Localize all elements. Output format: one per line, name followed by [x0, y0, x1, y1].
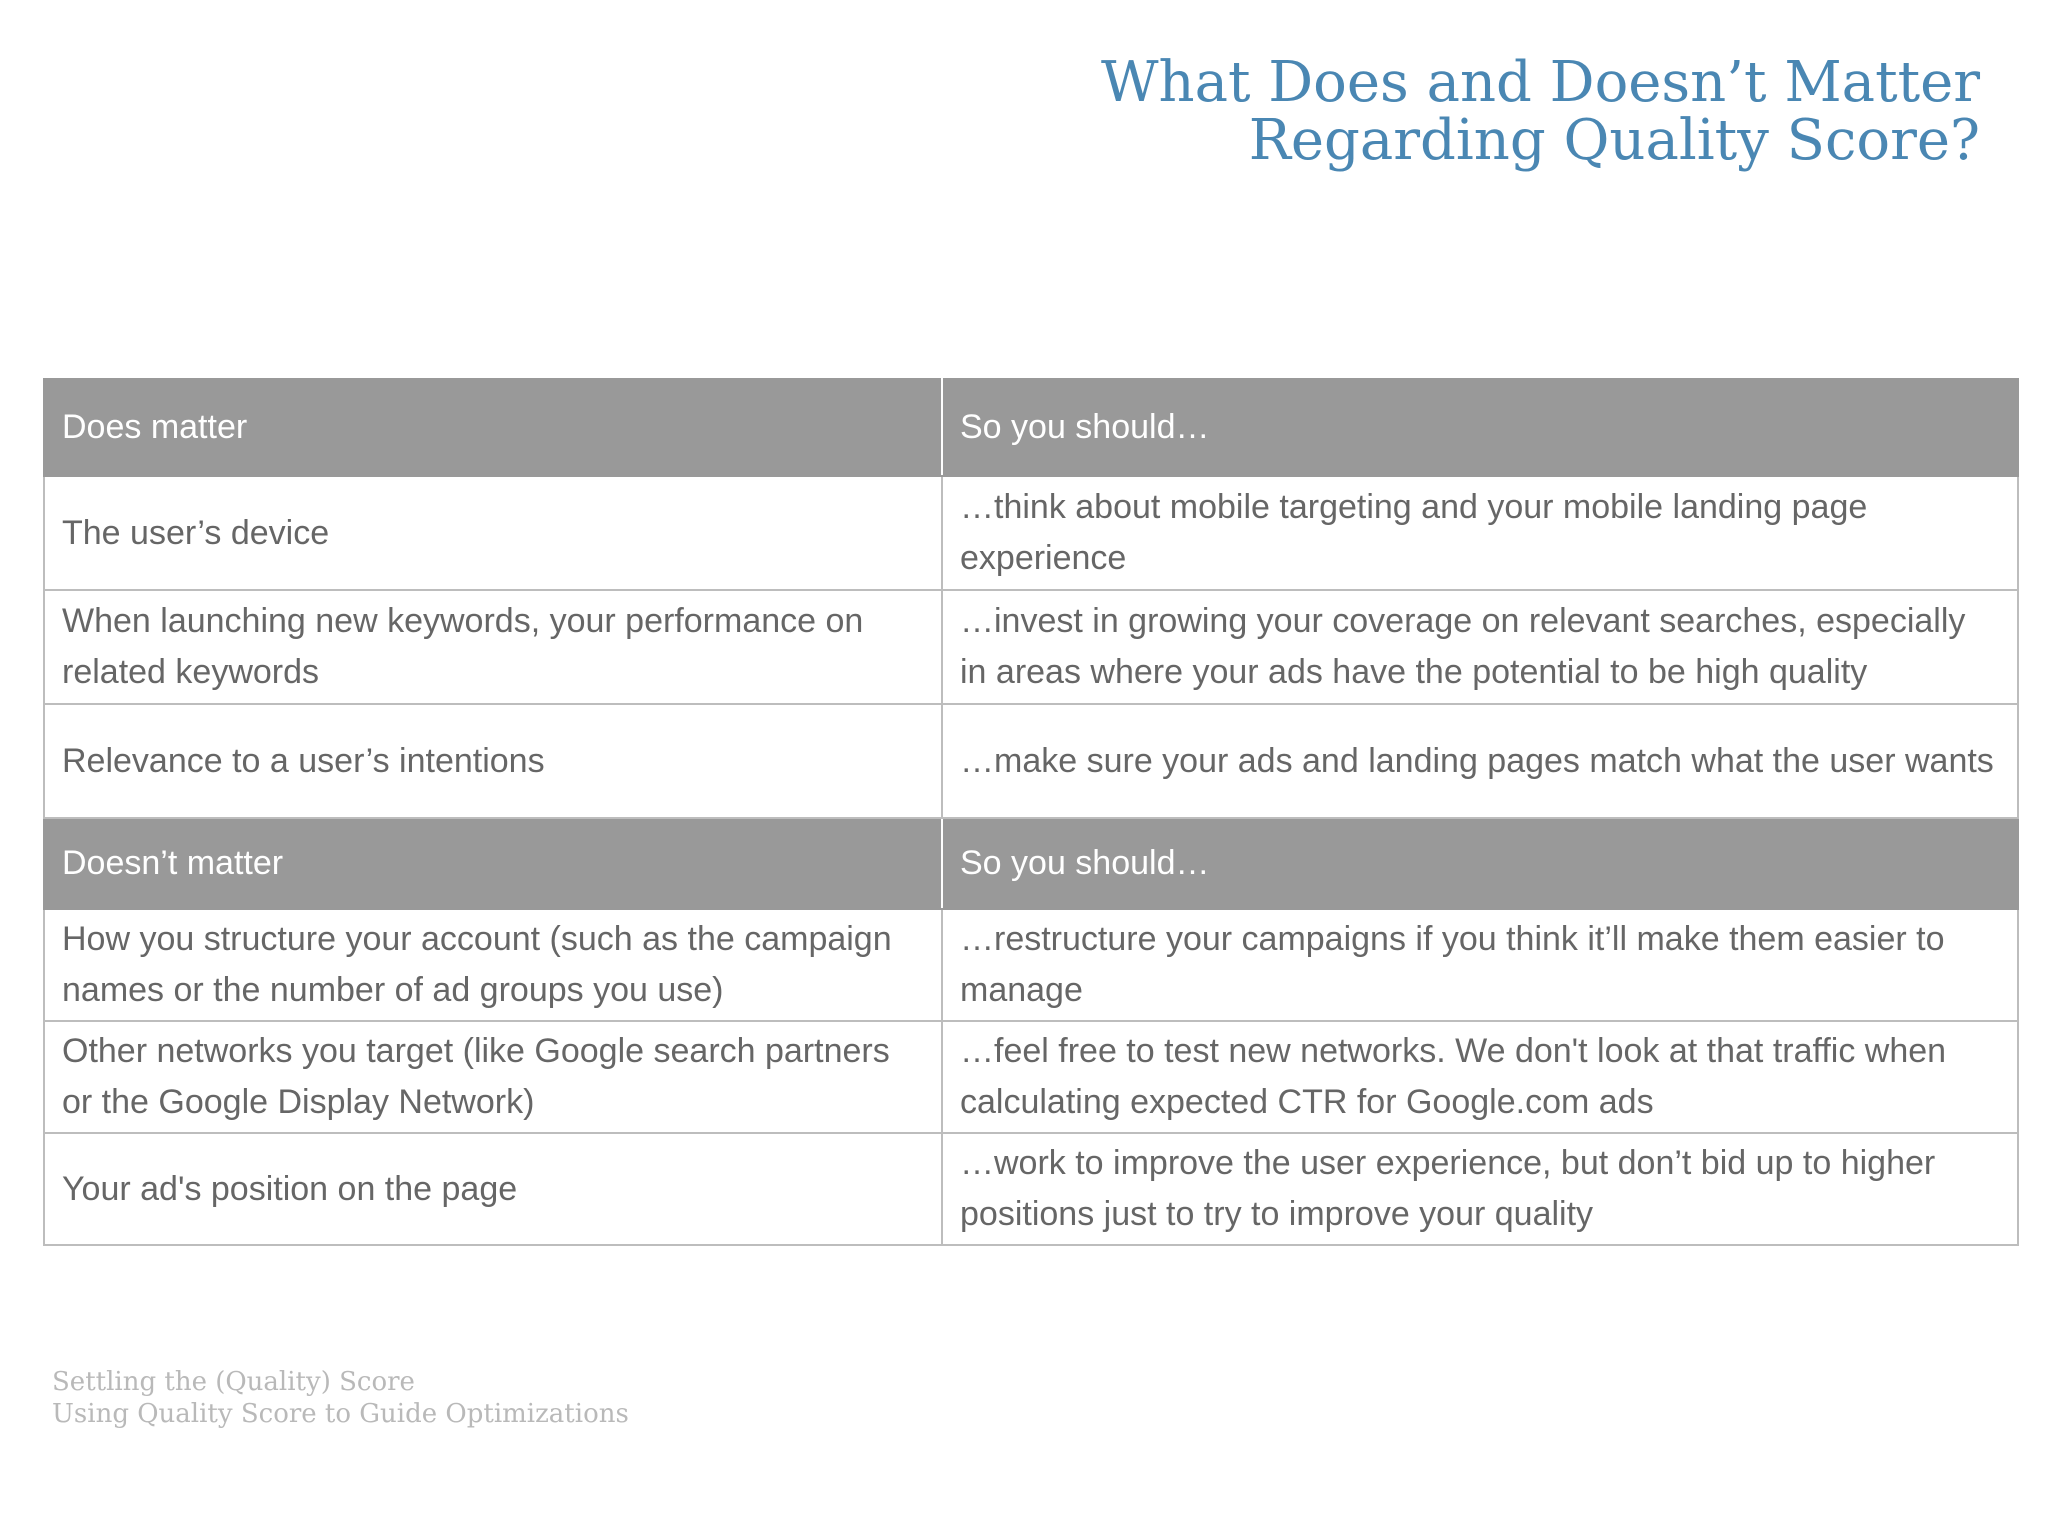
- table-row: [44, 909, 2018, 1021]
- table-row: [44, 1021, 2018, 1133]
- factor-cell: Other networks you target (like Google search partners or the Google Display Network): [44, 1021, 942, 1133]
- table-row: [44, 590, 2018, 704]
- action-cell: …think about mobile targeting and your mobile landing page experience: [942, 476, 2018, 590]
- header-cell-action: So you should…: [942, 818, 2018, 909]
- slide-footer: [52, 1366, 629, 1430]
- action-cell: …invest in growing your coverage on relevant searches, especially in areas where your ads have the potential to be high quality: [942, 590, 2018, 704]
- action-cell: …restructure your campaigns if you think it’ll make them easier to manage: [942, 909, 2018, 1021]
- table-row: [44, 704, 2018, 818]
- slide-title: [1100, 50, 1980, 173]
- factor-cell: How you structure your account (such as the campaign names or the number of ad groups you use): [44, 909, 942, 1021]
- factor-cell: Relevance to a user’s intentions: [44, 704, 942, 818]
- table-row: [44, 476, 2018, 590]
- factor-cell: The user’s device: [44, 476, 942, 590]
- footer-section-title: Using Quality Score to Guide Optimizations: [52, 1399, 629, 1429]
- slide-title-line-2: Regarding Quality Score?: [1248, 108, 1980, 173]
- section-header-does-matter: [44, 379, 2018, 476]
- header-cell-factor: Doesn’t matter: [44, 818, 942, 909]
- quality-score-table: [43, 378, 2019, 1246]
- section-header-doesnt-matter: [44, 818, 2018, 909]
- slide-title-line-1: What Does and Doesn’t Matter: [1100, 50, 1980, 115]
- table-row: [44, 1133, 2018, 1245]
- footer-deck-title: Settling the (Quality) Score: [52, 1367, 415, 1397]
- header-cell-factor: Does matter: [44, 379, 942, 476]
- action-cell: …make sure your ads and landing pages match what the user wants: [942, 704, 2018, 818]
- action-cell: …feel free to test new networks. We don't look at that traffic when calculating expected CTR for Google.com ads: [942, 1021, 2018, 1133]
- header-cell-action: So you should…: [942, 379, 2018, 476]
- factor-cell: Your ad's position on the page: [44, 1133, 942, 1245]
- factor-cell: When launching new keywords, your performance on related keywords: [44, 590, 942, 704]
- action-cell: …work to improve the user experience, but don’t bid up to higher positions just to try to improve your quality: [942, 1133, 2018, 1245]
